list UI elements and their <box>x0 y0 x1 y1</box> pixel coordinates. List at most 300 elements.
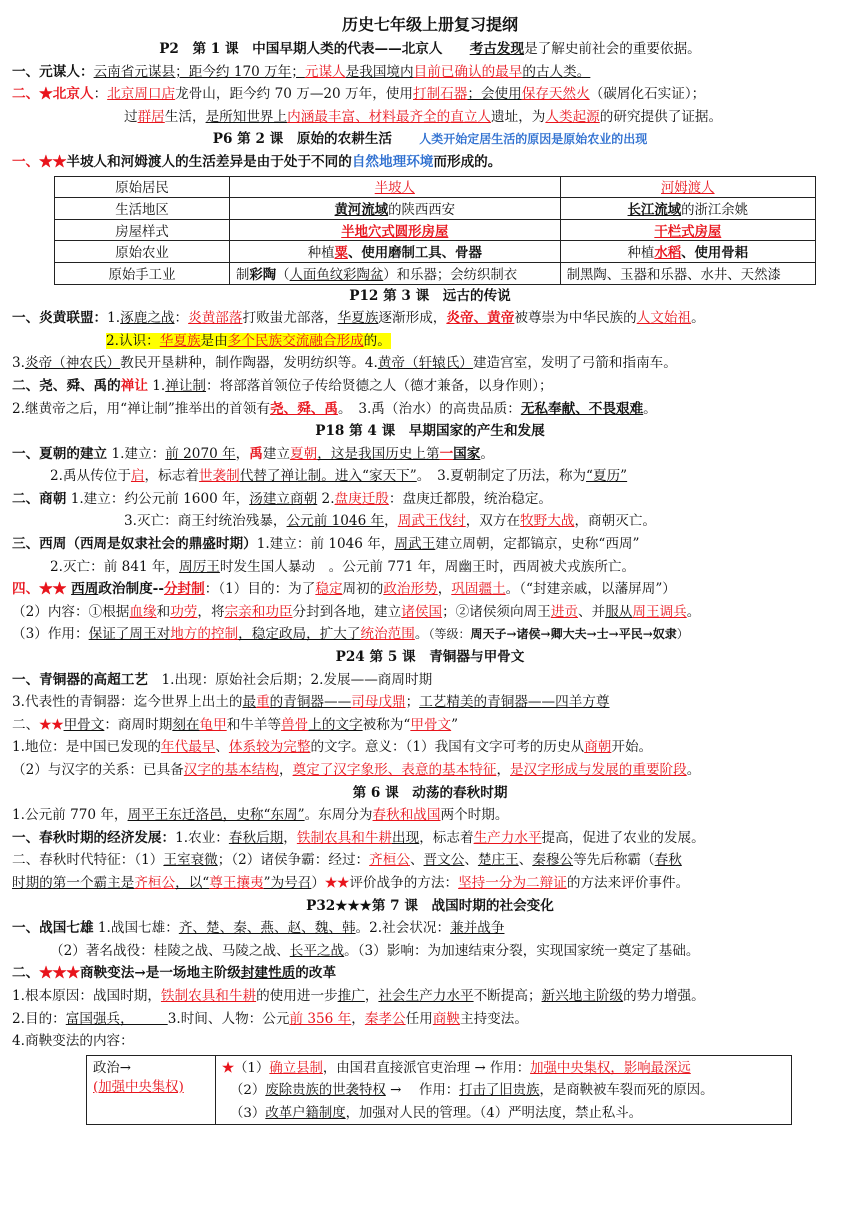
text: 的势力增强。 <box>623 987 705 1004</box>
text: 是由 <box>200 332 228 349</box>
text: （2） <box>230 1083 266 1099</box>
text: 3.时间、人物：公元 <box>167 1010 290 1027</box>
text: （3） <box>230 1105 266 1121</box>
text: 政治形势 <box>383 581 438 598</box>
text: ， <box>120 1010 168 1027</box>
text: 制 <box>236 267 250 283</box>
text: → 作用： <box>385 1083 460 1099</box>
text: 。 3.禹（治水）的高贵品质： <box>337 400 521 417</box>
text: 人类起源 <box>545 108 600 125</box>
text: 汤建立商朝 <box>249 490 318 507</box>
text: 推广 <box>337 987 365 1004</box>
text: 目前已确认的最早 <box>413 63 523 80</box>
text: 加强中央集权，影响最深远 <box>530 1060 691 1076</box>
text: 三、西周（西周是奴隶社会的鼎盛时期） <box>12 536 257 553</box>
text: 汉字的基本结构 <box>183 762 279 778</box>
text: 。 3.夏朝制定了历法，称为 <box>416 468 587 485</box>
table-cell <box>216 1078 792 1101</box>
text: 稳定 <box>315 581 343 598</box>
text: 社会生产力水平 <box>378 987 474 1004</box>
text: 秦穆公 <box>532 852 574 869</box>
text: ， <box>278 762 293 778</box>
text: 和牛羊等 <box>226 716 282 733</box>
text: 3.灭亡：商王纣统治残暴， <box>124 513 287 530</box>
text: 而形成的。 <box>433 153 502 170</box>
text: 、 <box>464 852 478 869</box>
text: ， <box>384 513 398 530</box>
text: 涿鹿之战 <box>120 310 175 327</box>
text: ：盘庚迁都殷，统治稳定。 <box>388 490 553 507</box>
text: 自然地理环境 <box>351 153 434 170</box>
text: （2）著名战役：桂陵之战、马陵之战、 <box>50 942 290 959</box>
text: 出现 <box>392 829 420 846</box>
text: 分封到各地，建立 <box>292 603 402 620</box>
text: 2.继黄帝之后，用“禅让制”推举出的首领有 <box>12 400 270 417</box>
text: 建造宫室，发明了弓箭和指南车。 <box>472 355 677 372</box>
table-cell <box>560 241 815 263</box>
text: 盘庚迁殷 <box>334 490 389 507</box>
text: 二、商朝 <box>12 490 67 507</box>
text: 重 <box>256 694 270 711</box>
text: 的研究提供了证据。 <box>599 108 723 125</box>
table-cell: 半坡人 <box>230 176 561 198</box>
text: 尧、舜、禹 <box>269 400 338 417</box>
text: ，这是我国历史上第 <box>317 445 440 462</box>
table-cell <box>216 1055 792 1078</box>
text: ★ <box>222 1059 235 1076</box>
xia-line-2 <box>12 465 848 488</box>
text: 1.建立： <box>107 445 166 462</box>
text: 禅让 <box>120 377 148 394</box>
table-cell: 房屋样式 <box>55 219 230 241</box>
table-row <box>87 1055 792 1078</box>
text: 周平王东迁洛邑，史称“东周” <box>127 807 305 824</box>
text: 。（“封建亲戚，以藩屏周”） <box>505 581 676 598</box>
text: 周初的 <box>342 581 384 598</box>
text: 甲骨文 <box>63 716 105 733</box>
text: 彩陶 <box>249 266 277 283</box>
text: 富国强兵 <box>65 1010 121 1027</box>
table-cell: 半地穴式圆形房屋 <box>230 219 561 241</box>
bronze-line-1 <box>12 669 848 692</box>
zhanguo-line-2 <box>12 940 848 963</box>
text: 华夏族 <box>159 332 201 349</box>
text: 打败蚩尤部落， <box>242 310 338 327</box>
table-cell: 生活地区 <box>55 198 230 220</box>
text: 兼并战争 <box>450 920 505 937</box>
text: 无私奉献、不畏艰难 <box>520 400 644 417</box>
text: 、 <box>409 852 424 869</box>
text: 坚持一分为二辩证 <box>458 874 567 891</box>
text: ★★ <box>39 716 64 733</box>
text: 春秋后期 <box>228 829 284 846</box>
text: 保存天然火 <box>521 86 590 103</box>
text: 商朝 <box>584 739 612 756</box>
table-cell: 制黑陶、玉器和乐器、水井、天然漆 <box>560 262 815 284</box>
text: 被称为“ <box>362 716 411 733</box>
text: 评价战争的方法： <box>349 874 459 891</box>
table-cell <box>560 198 815 220</box>
xizhou-line-2 <box>12 556 848 579</box>
text: 。（3）影响：为加速结束分裂，实现国家统一奠定了基础。 <box>344 942 700 959</box>
text: 炎帝、黄帝 <box>446 310 515 327</box>
shang-line-1 <box>12 488 848 511</box>
text: 任用 <box>405 1010 433 1027</box>
text: 政治→ <box>93 1060 132 1076</box>
text: 功劳 <box>170 603 198 620</box>
text: 一、春秋时期的经济发展： <box>12 829 176 846</box>
text: 启 <box>130 468 145 485</box>
text: P2 第 1 课 中国早期人类的代表——北京人 <box>159 41 443 57</box>
text: 二、尧、舜、禹的 <box>12 377 121 394</box>
text: ★★★ <box>39 965 80 982</box>
text: 2.禹从传位于 <box>50 468 131 485</box>
text: 1.地位：是中国已发现的 <box>12 739 161 756</box>
text: 人面鱼纹彩陶盆 <box>289 267 384 283</box>
text: 周武王伐纣 <box>397 513 466 530</box>
text: 体系较为完整 <box>228 739 311 756</box>
bronze-line-2 <box>12 691 848 714</box>
text: 一、战国七雄 <box>12 920 94 937</box>
text: 二、春秋时代特征：（1） <box>12 852 164 869</box>
text: 水稻 <box>654 245 682 262</box>
text: 1.出现：原始社会后期；2.发展——商周时期 <box>147 671 433 688</box>
text: 新兴地主阶级 <box>541 987 624 1004</box>
text: 是了解史前社会的重要依据。 <box>524 41 701 57</box>
text: 周厉王 <box>179 558 220 575</box>
text: 楚庄王 <box>477 852 519 869</box>
text: 是我国境内 <box>345 63 414 80</box>
text: 遗址，为 <box>491 108 546 125</box>
text: 1.农业： <box>175 829 229 846</box>
text: 西周 <box>71 581 99 598</box>
text: 、 <box>518 852 533 869</box>
text: 生产力水平 <box>473 829 542 846</box>
text: 一、炎黄联盟： <box>12 310 108 327</box>
xizhou-line-1 <box>12 533 848 556</box>
lesson-2-heading <box>12 128 848 151</box>
text: ， <box>437 581 452 598</box>
text: 司母戊鼎 <box>351 694 406 711</box>
text: 二、 <box>12 965 40 982</box>
highlighted-note <box>106 333 391 349</box>
oracle-line-2 <box>12 736 848 759</box>
table-cell <box>87 1055 216 1124</box>
text: 2.目的： <box>12 1010 66 1027</box>
text: 华夏族 <box>337 310 379 327</box>
text: 一、夏朝的建立 <box>12 445 108 462</box>
text: 、使用磨制工具、骨器 <box>347 245 482 262</box>
text: ，以“ <box>175 874 210 891</box>
text: ” <box>451 716 459 733</box>
text: ， <box>235 445 250 462</box>
text: 是所知世界上 <box>205 108 288 125</box>
text: 齐、楚、秦、燕、赵、魏、韩 <box>178 920 356 937</box>
text: ）和乐器；会纺织制衣 <box>383 267 518 283</box>
table-row <box>55 241 816 263</box>
text: 主持变法。 <box>459 1010 528 1027</box>
text: ： <box>174 310 189 327</box>
lesson-2-point <box>12 151 848 174</box>
oracle-line-1 <box>12 714 848 737</box>
text: ， <box>283 829 297 846</box>
text: 周武王 <box>394 536 436 553</box>
table-cell: 原始农业 <box>55 241 230 263</box>
text: 一、元谋人： <box>12 63 94 80</box>
text: 兽骨 <box>281 716 309 733</box>
text: 1. <box>107 310 121 327</box>
text: 北京周口店 <box>107 86 176 103</box>
text: ，标志着 <box>144 468 199 485</box>
lesson-6-heading: 第 6 课 动荡的春秋时期 <box>352 784 508 801</box>
text: 。2.社会状况： <box>355 920 451 937</box>
text: 。 <box>691 310 705 327</box>
text: 的古人类。 <box>522 63 591 80</box>
text: 3.代表性的青铜器：迄今世界上出土的 <box>12 694 243 711</box>
text: 夏朝 <box>290 445 318 462</box>
text: （碳屑化石实证）； <box>589 86 706 103</box>
text: 刻在 <box>172 716 200 733</box>
text: 诸侯国 <box>401 603 443 620</box>
table-cell <box>230 198 561 220</box>
text: 服从 <box>605 603 633 620</box>
text: 。 <box>414 626 429 643</box>
text: 等先后称霸（ <box>573 852 655 869</box>
text: 晋文公 <box>423 852 465 869</box>
lesson-7-heading: P32★★★第 7 课 战国时期的社会变化 <box>306 897 554 914</box>
text: 1. <box>147 377 166 394</box>
text: 的改革 <box>295 965 337 982</box>
text: ；会使用 <box>467 86 522 103</box>
text: 1.建立：约公元前 1600 年， <box>66 490 250 507</box>
text: 废除贵族的世袭特权 <box>265 1083 386 1099</box>
shangyang-line-1 <box>12 985 848 1008</box>
table-row <box>55 219 816 241</box>
text: ；（2）诸侯争霸：经过： <box>217 852 370 869</box>
text: 是汉字形成与发展的重要阶段 <box>510 762 687 778</box>
text: 2. <box>317 490 335 507</box>
table-row <box>55 176 816 198</box>
text: ★★ <box>324 874 350 891</box>
text: 黄帝（轩辕氏） <box>377 355 473 372</box>
text: 2.认识： <box>106 332 160 349</box>
text: 生活， <box>164 108 206 125</box>
text: 的青铜器—— <box>269 694 352 711</box>
text: （2）内容：①根据 <box>12 603 130 620</box>
text: 1.公元前 770 年， <box>12 807 128 824</box>
text: 。 <box>480 445 494 462</box>
text: 政治制度-- <box>98 581 164 598</box>
text: 时期的第一个霸主是 <box>12 874 135 891</box>
text: 3. <box>12 355 25 372</box>
text: 时发生国人暴动 。公元前 771 年，周幽王时，西周被犬戎族所亡。 <box>219 558 636 575</box>
chunqiu-line-1 <box>12 804 848 827</box>
text: ） <box>311 874 325 891</box>
shang-line-2 <box>12 510 848 533</box>
text: 1.根本原因：战国时期， <box>12 987 161 1004</box>
text: 代替了禅让制。进入“家天下” <box>239 468 417 485</box>
beijing-line-2 <box>12 106 848 129</box>
text: 种植 <box>307 246 335 262</box>
text: 。 <box>686 762 701 778</box>
text: 尊王攘夷 <box>209 874 264 891</box>
text: 商鞅变法 <box>79 965 135 982</box>
text: 国家 <box>453 445 481 462</box>
shangyang-line-2 <box>12 1008 848 1031</box>
text: 的浙江余姚 <box>681 202 749 218</box>
text: （ <box>276 267 290 283</box>
text: 商鞅 <box>432 1010 460 1027</box>
text: 一、★★ <box>12 153 67 170</box>
text: 人文始祖 <box>636 310 692 327</box>
text: ；②诸侯须向周王 <box>442 603 551 620</box>
shanrang-line <box>12 375 848 398</box>
text: ， <box>496 762 511 778</box>
text: 最 <box>242 694 257 711</box>
text: 铁制农具和牛耕 <box>296 829 393 846</box>
text: 血缘 <box>129 603 157 620</box>
text: 建立 <box>262 445 291 462</box>
text: 公元前 1046 年 <box>286 513 385 530</box>
text: 的方法来评价事件。 <box>566 874 690 891</box>
table-row <box>55 262 816 284</box>
table-cell: 原始手工业 <box>55 262 230 284</box>
yanhuang-line <box>12 307 848 330</box>
text: 周天子→诸侯→卿大夫→士→平民→奴隶 <box>470 627 677 642</box>
shangyang-heading <box>12 962 848 985</box>
text: 元谋人 <box>304 63 346 80</box>
reform-table <box>86 1055 792 1125</box>
lesson-3-heading: P12 第 3 课 远古的传说 <box>349 287 511 304</box>
text: 的使用进一步 <box>256 987 338 1004</box>
text: 教民开垦耕种，制作陶器，发明纺织等。4. <box>120 355 378 372</box>
text: ； <box>405 694 420 711</box>
text: 四、★★ <box>12 581 72 598</box>
text: 和 <box>156 603 171 620</box>
comparison-table <box>54 176 816 285</box>
text: 春秋 <box>654 852 682 869</box>
text: 。 <box>686 603 701 620</box>
text: 齐桓公 <box>369 852 410 869</box>
text: 巩固疆土 <box>451 581 506 598</box>
text: 封建性质 <box>240 965 296 982</box>
beijing-line-1 <box>12 83 848 106</box>
oracle-line-3 <box>12 759 848 782</box>
text: 、并 <box>578 603 606 620</box>
text: 世袭制 <box>198 468 240 485</box>
text: ， <box>351 1010 365 1027</box>
text: 前 2070 年 <box>165 445 236 462</box>
table-cell <box>216 1101 792 1124</box>
text: ， <box>364 987 379 1004</box>
text: 炎黄部落 <box>188 310 243 327</box>
lesson-5-heading: P24 第 5 课 青铜器与甲骨文 <box>335 649 525 666</box>
text: “夏历” <box>586 468 628 485</box>
text: 甲骨文 <box>410 716 452 733</box>
text: 被尊崇为中华民族的 <box>514 310 637 327</box>
text: ： <box>93 86 108 103</box>
text: 确立县制 <box>269 1060 323 1076</box>
text: 禅让制 <box>165 377 207 394</box>
text: 周王 <box>632 603 660 620</box>
shangyang-line-3: 4.商鞅变法的内容： <box>12 1033 134 1050</box>
text: 改革户籍制度 <box>265 1105 346 1121</box>
text: 不断提高； <box>473 987 542 1004</box>
text: 前 356 年 <box>289 1010 352 1027</box>
chunqiu-line-3 <box>12 849 848 872</box>
text: 1.建立：前 1046 年， <box>256 536 395 553</box>
text: 的。 <box>363 332 391 349</box>
fenfeng-line-3 <box>12 623 848 646</box>
text: 1.战国七雄： <box>93 920 179 937</box>
text: ，由国君直接派官吏治理 → 作用： <box>322 1060 531 1076</box>
text: 二、 <box>12 716 40 733</box>
text: 黄河流域 <box>334 201 389 218</box>
text: ”为号召 <box>263 874 312 891</box>
text: 。 <box>643 400 657 417</box>
text: →是一场地主阶级 <box>134 965 241 982</box>
text: 、 <box>215 739 229 756</box>
page-title: 历史七年级上册复习提纲 <box>341 15 518 34</box>
yao-shun-yu-line <box>12 398 848 421</box>
text: 的陕西西安 <box>388 202 456 218</box>
table-cell <box>230 241 561 263</box>
xia-line-1 <box>12 443 848 466</box>
text: 考古发现 <box>469 41 525 57</box>
text: ） <box>676 627 689 642</box>
text: ，商朝灭亡。 <box>574 513 657 530</box>
text: 二、★北京人 <box>12 86 94 103</box>
table-row <box>55 198 816 220</box>
text: 内涵最丰富、材料最齐全的 <box>287 108 451 125</box>
table-cell: 原始居民 <box>55 176 230 198</box>
text: 、使用骨耜 <box>681 245 749 262</box>
text: 打击了旧贵族 <box>459 1083 540 1099</box>
text: 多个民族交流融合形成 <box>227 332 364 349</box>
fenfeng-line-1 <box>12 578 848 601</box>
text: 秦孝公 <box>364 1010 406 1027</box>
text: 的文字。意义：（1）我国有文字可考的历史从 <box>310 739 585 756</box>
text: 牧野大战 <box>520 513 575 530</box>
text: （2）与汉字的关系：已具备 <box>12 762 184 778</box>
text: 统治范围 <box>360 626 415 643</box>
table-cell: 河姆渡人 <box>560 176 815 198</box>
text: ：将部落首领位子传给贤德之人（德才兼备，以身作则）； <box>206 377 553 394</box>
text: ：商周时期 <box>104 716 173 733</box>
table-cell: 干栏式房屋 <box>560 219 815 241</box>
lesson-1-heading <box>12 38 848 61</box>
text: 铁制农具和牛耕 <box>160 987 257 1004</box>
text: 半坡人和河姆渡人的生活差异是由于处于不同的 <box>66 153 352 170</box>
text: ，将 <box>197 603 225 620</box>
text: (加强中央集权) <box>93 1079 184 1095</box>
text: 长平之战 <box>289 942 345 959</box>
text: ，是商鞅被车裂而死的原因。 <box>539 1083 714 1099</box>
text: 直立人 <box>450 108 492 125</box>
text: ，加强对人民的管理。（4）严明法度，禁止私斗。 <box>345 1105 643 1121</box>
text: 两个时期。 <box>440 807 509 824</box>
text: 上的文字 <box>308 716 363 733</box>
text: 年代最早 <box>160 739 216 756</box>
text: 2.灭亡：前 841 年， <box>50 558 180 575</box>
text: 长江流域 <box>627 201 682 218</box>
text: （1） <box>234 1060 270 1076</box>
text: 逐渐形成， <box>378 310 447 327</box>
text: 。东周分为 <box>304 807 373 824</box>
text: 过 <box>124 108 138 125</box>
text: 奠定了汉字象形、表意的基本特征 <box>292 762 497 778</box>
text: ，稳定政局，扩大了 <box>238 626 361 643</box>
